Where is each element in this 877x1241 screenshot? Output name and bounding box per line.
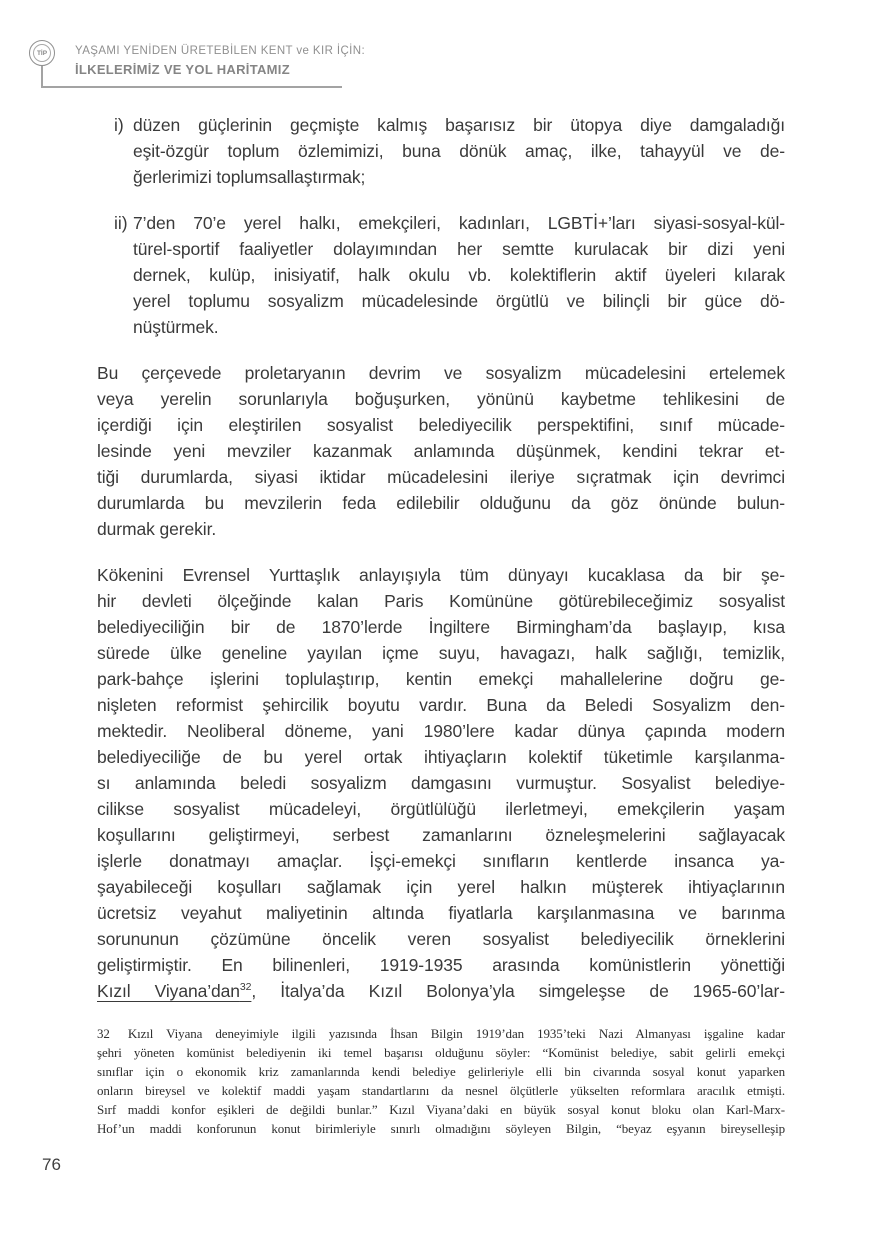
- content-column: [97, 112, 785, 1138]
- list-item-i-marker: i): [114, 115, 124, 135]
- text-line: [133, 164, 785, 190]
- text-line: [97, 796, 785, 822]
- header-title: YAŞAMI YENİDEN ÜRETEBİLEN KENT ve KIR İÇİN:: [75, 45, 366, 57]
- text-line: [97, 412, 785, 438]
- text-line: [97, 718, 785, 744]
- text-line: [97, 978, 785, 1004]
- text-span: işlerle donatmayı amaçlar. İşçi-emekçi sınıfların kentlerde insanca ya-: [97, 851, 785, 871]
- text-line: [97, 1024, 785, 1043]
- text-line: [133, 262, 785, 288]
- text-span: hir devleti ölçeğinde kalan Paris Komününe götürebileceğimiz sosyalist: [97, 591, 785, 611]
- text-line: [133, 314, 785, 340]
- text-span: mektedir. Neoliberal döneme, yani 1980’lere kadar dünya çapında modern: [97, 721, 785, 741]
- text-span: koşullarını geliştirmeyi, serbest zamanlarını özneleşmelerini sağlayacak: [97, 825, 785, 845]
- text-line: [97, 386, 785, 412]
- logo-connector-line: [41, 66, 43, 87]
- text-span: dernek, kulüp, inisiyatif, halk okulu vb. kolektiflerin aktif üyeleri kılarak: [133, 265, 785, 285]
- paragraph-1: [97, 360, 785, 542]
- text-span: durmak gerekir.: [97, 519, 217, 539]
- text-line: [97, 666, 785, 692]
- text-line: [133, 236, 785, 262]
- paragraph-2: [97, 562, 785, 1004]
- text-line: [97, 1100, 785, 1119]
- tip-party-logo-icon: [29, 40, 55, 66]
- text-span: ğerlerimizi toplumsallaştırmak;: [133, 167, 366, 187]
- text-span: Kökenini Evrensel Yurttaşlık anlayışıyla tüm dünyayı kucaklasa da bir şe-: [97, 565, 785, 585]
- header-rule: [41, 86, 342, 88]
- text-line: [133, 210, 785, 236]
- text-line: [97, 438, 785, 464]
- text-span: Kızıl Viyana deneyimiyle ilgili yazısında İhsan Bilgin 1919’dan 1935’teki Nazi Almanyası işgaline kadar: [127, 1026, 785, 1041]
- text-span: ücretsiz veyahut maliyetinin altında fiyatlarla karşılanmasına ve barınma: [97, 903, 785, 923]
- text-span: belediyeciliğin bir de 1870’lerde İngiltere Birmingham’da başlayıp, kısa: [97, 617, 785, 637]
- text-span: sürede ülke geneline yayılan içme suyu, havagazı, halk sağlığı, temizlik,: [97, 643, 785, 663]
- page-number: 76: [42, 1155, 61, 1174]
- text-span: Sırf maddi konfor eşikleri de değildi bunlar.” Kızıl Viyana’daki en büyük sosyal konut bloku olan Karl-Marx-: [97, 1102, 785, 1117]
- text-span: sı anlamında beledi sosyalizm damgasını vurmuştur. Sosyalist belediye-: [97, 773, 785, 793]
- text-line: [133, 112, 785, 138]
- list-item-i-text: [133, 112, 785, 190]
- text-span: yerel toplumu sosyalizm mücadelesinde örgütlü ve bilinçli bir güce dö-: [133, 291, 785, 311]
- text-line: [97, 848, 785, 874]
- text-span: düzen güçlerinin geçmişte kalmış başarısız bir ütopya diye damgaladığı: [133, 115, 785, 135]
- text-line: [97, 822, 785, 848]
- text-span: durumlarda bu mevzilerin feda edilebilir olduğunu da göz önünde bulun-: [97, 493, 785, 513]
- text-line: [97, 562, 785, 588]
- text-line: [97, 952, 785, 978]
- text-span: şayabileceği koşulları sağlamak için yerel halkın müşterek ihtiyaçlarının: [97, 877, 785, 897]
- text-span: veya yerelin sorunlarıyla boğuşurken, yönünü kaybetme tehlikesini de: [97, 389, 785, 409]
- text-span: belediyeciliğe de bu yerel ortak ihtiyaçların kolektif tüketimle karşılanma-: [97, 747, 785, 767]
- text-span: şehri yöneten komünist belediyenin iki temel başarısı olduğunu söyler: “Komünist belediye, sabit gelirli emekçi: [97, 1045, 785, 1060]
- list-item-ii-marker: ii): [114, 213, 128, 233]
- text-line: [97, 1043, 785, 1062]
- footnote-ref-link[interactable]: Kızıl Viyana’dan$^{32}$: [97, 981, 252, 1001]
- text-line: [97, 900, 785, 926]
- text-line: [97, 1119, 785, 1138]
- text-line: [97, 1062, 785, 1081]
- text-span: lesinde yeni mevziler kazanmak anlamında düşünmek, kendini tekrar et-: [97, 441, 785, 461]
- text-line: [97, 640, 785, 666]
- text-line: [97, 1081, 785, 1100]
- text-line: [97, 614, 785, 640]
- text-span: onların bireysel ve kolektif maddi yaşam standartlarını da nesnel ölçütlerle yükselten reformlara aracılık etmişti.: [97, 1083, 785, 1098]
- text-line: [97, 874, 785, 900]
- text-line: [97, 770, 785, 796]
- text-span: Hof’un maddi konforunun konut birimleriyle sınırlı olmadığını söyleyen Bilgin, “beyaz eşyanın bireyselleşip: [97, 1121, 785, 1136]
- text-span: türel-sportif faaliyetler dolayımından her semtte kurulacak bir dizi yeni: [133, 239, 785, 259]
- footnote-number: 32: [97, 1026, 110, 1041]
- text-line: [97, 588, 785, 614]
- text-span: sorununun çözümüne öncelik veren sosyalist belediyecilik örneklerini: [97, 929, 785, 949]
- list-item-ii: [97, 210, 785, 340]
- text-line: [97, 926, 785, 952]
- text-line: [97, 490, 785, 516]
- text-span: içerdiği için eleştirilen sosyalist belediyecilik perspektifini, sınıf mücade-: [97, 415, 785, 435]
- text-line: [97, 516, 785, 542]
- text-line: [97, 360, 785, 386]
- text-span: Bu çerçevede proletaryanın devrim ve sosyalizm mücadelesini ertelemek: [97, 363, 785, 383]
- text-line: [133, 138, 785, 164]
- text-span: cilikse sosyalist mücadeleyi, örgütlülüğü ilerletmeyi, emekçilerin yaşam: [97, 799, 785, 819]
- text-span: 7’den 70’e yerel halkı, emekçileri, kadınları, LGBTİ+’ları siyasi-sosyal-kül-: [133, 213, 785, 233]
- footnote-ref-superscript: 32: [239, 981, 252, 994]
- text-line: [133, 288, 785, 314]
- list-item-ii-text: [133, 210, 785, 340]
- text-span: nüştürmek.: [133, 317, 219, 337]
- text-line: [97, 464, 785, 490]
- text-span: geliştirmiştir. En bilinenleri, 1919-1935 arasında komünistlerin yönettiği: [97, 955, 785, 975]
- text-span: nişleten reformist şehircilik boyutu vardır. Buna da Beledi Sosyalizm den-: [97, 695, 785, 715]
- text-line: [97, 692, 785, 718]
- text-span: sınıflar için o ekonomik kriz zamanlarında kendi belediye gelirleriyle elli bin civarında sosyal konut yaparken: [97, 1064, 785, 1079]
- list-item-i: [97, 112, 785, 190]
- text-span: tiği durumlarda, siyasi iktidar mücadelesini ileriye sıçratmak için devrimci: [97, 467, 785, 487]
- tip-logo-text: TİP: [33, 44, 51, 62]
- footnote: [97, 1024, 785, 1138]
- text-line: [97, 744, 785, 770]
- header-subtitle: İLKELERİMİZ VE YOL HARİTAMIZ: [75, 62, 290, 77]
- text-span: park-bahçe işlerini toplulaştırıp, kentin emekçi mahallelerine doğru ge-: [97, 669, 785, 689]
- text-span: eşit-özgür toplum özlemimizi, buna dönük amaç, ilke, tahayyül ve de-: [133, 141, 785, 161]
- text-span: , İtalya’da Kızıl Bolonya’yla simgeleşse de 1965-60’lar-: [251, 981, 785, 1001]
